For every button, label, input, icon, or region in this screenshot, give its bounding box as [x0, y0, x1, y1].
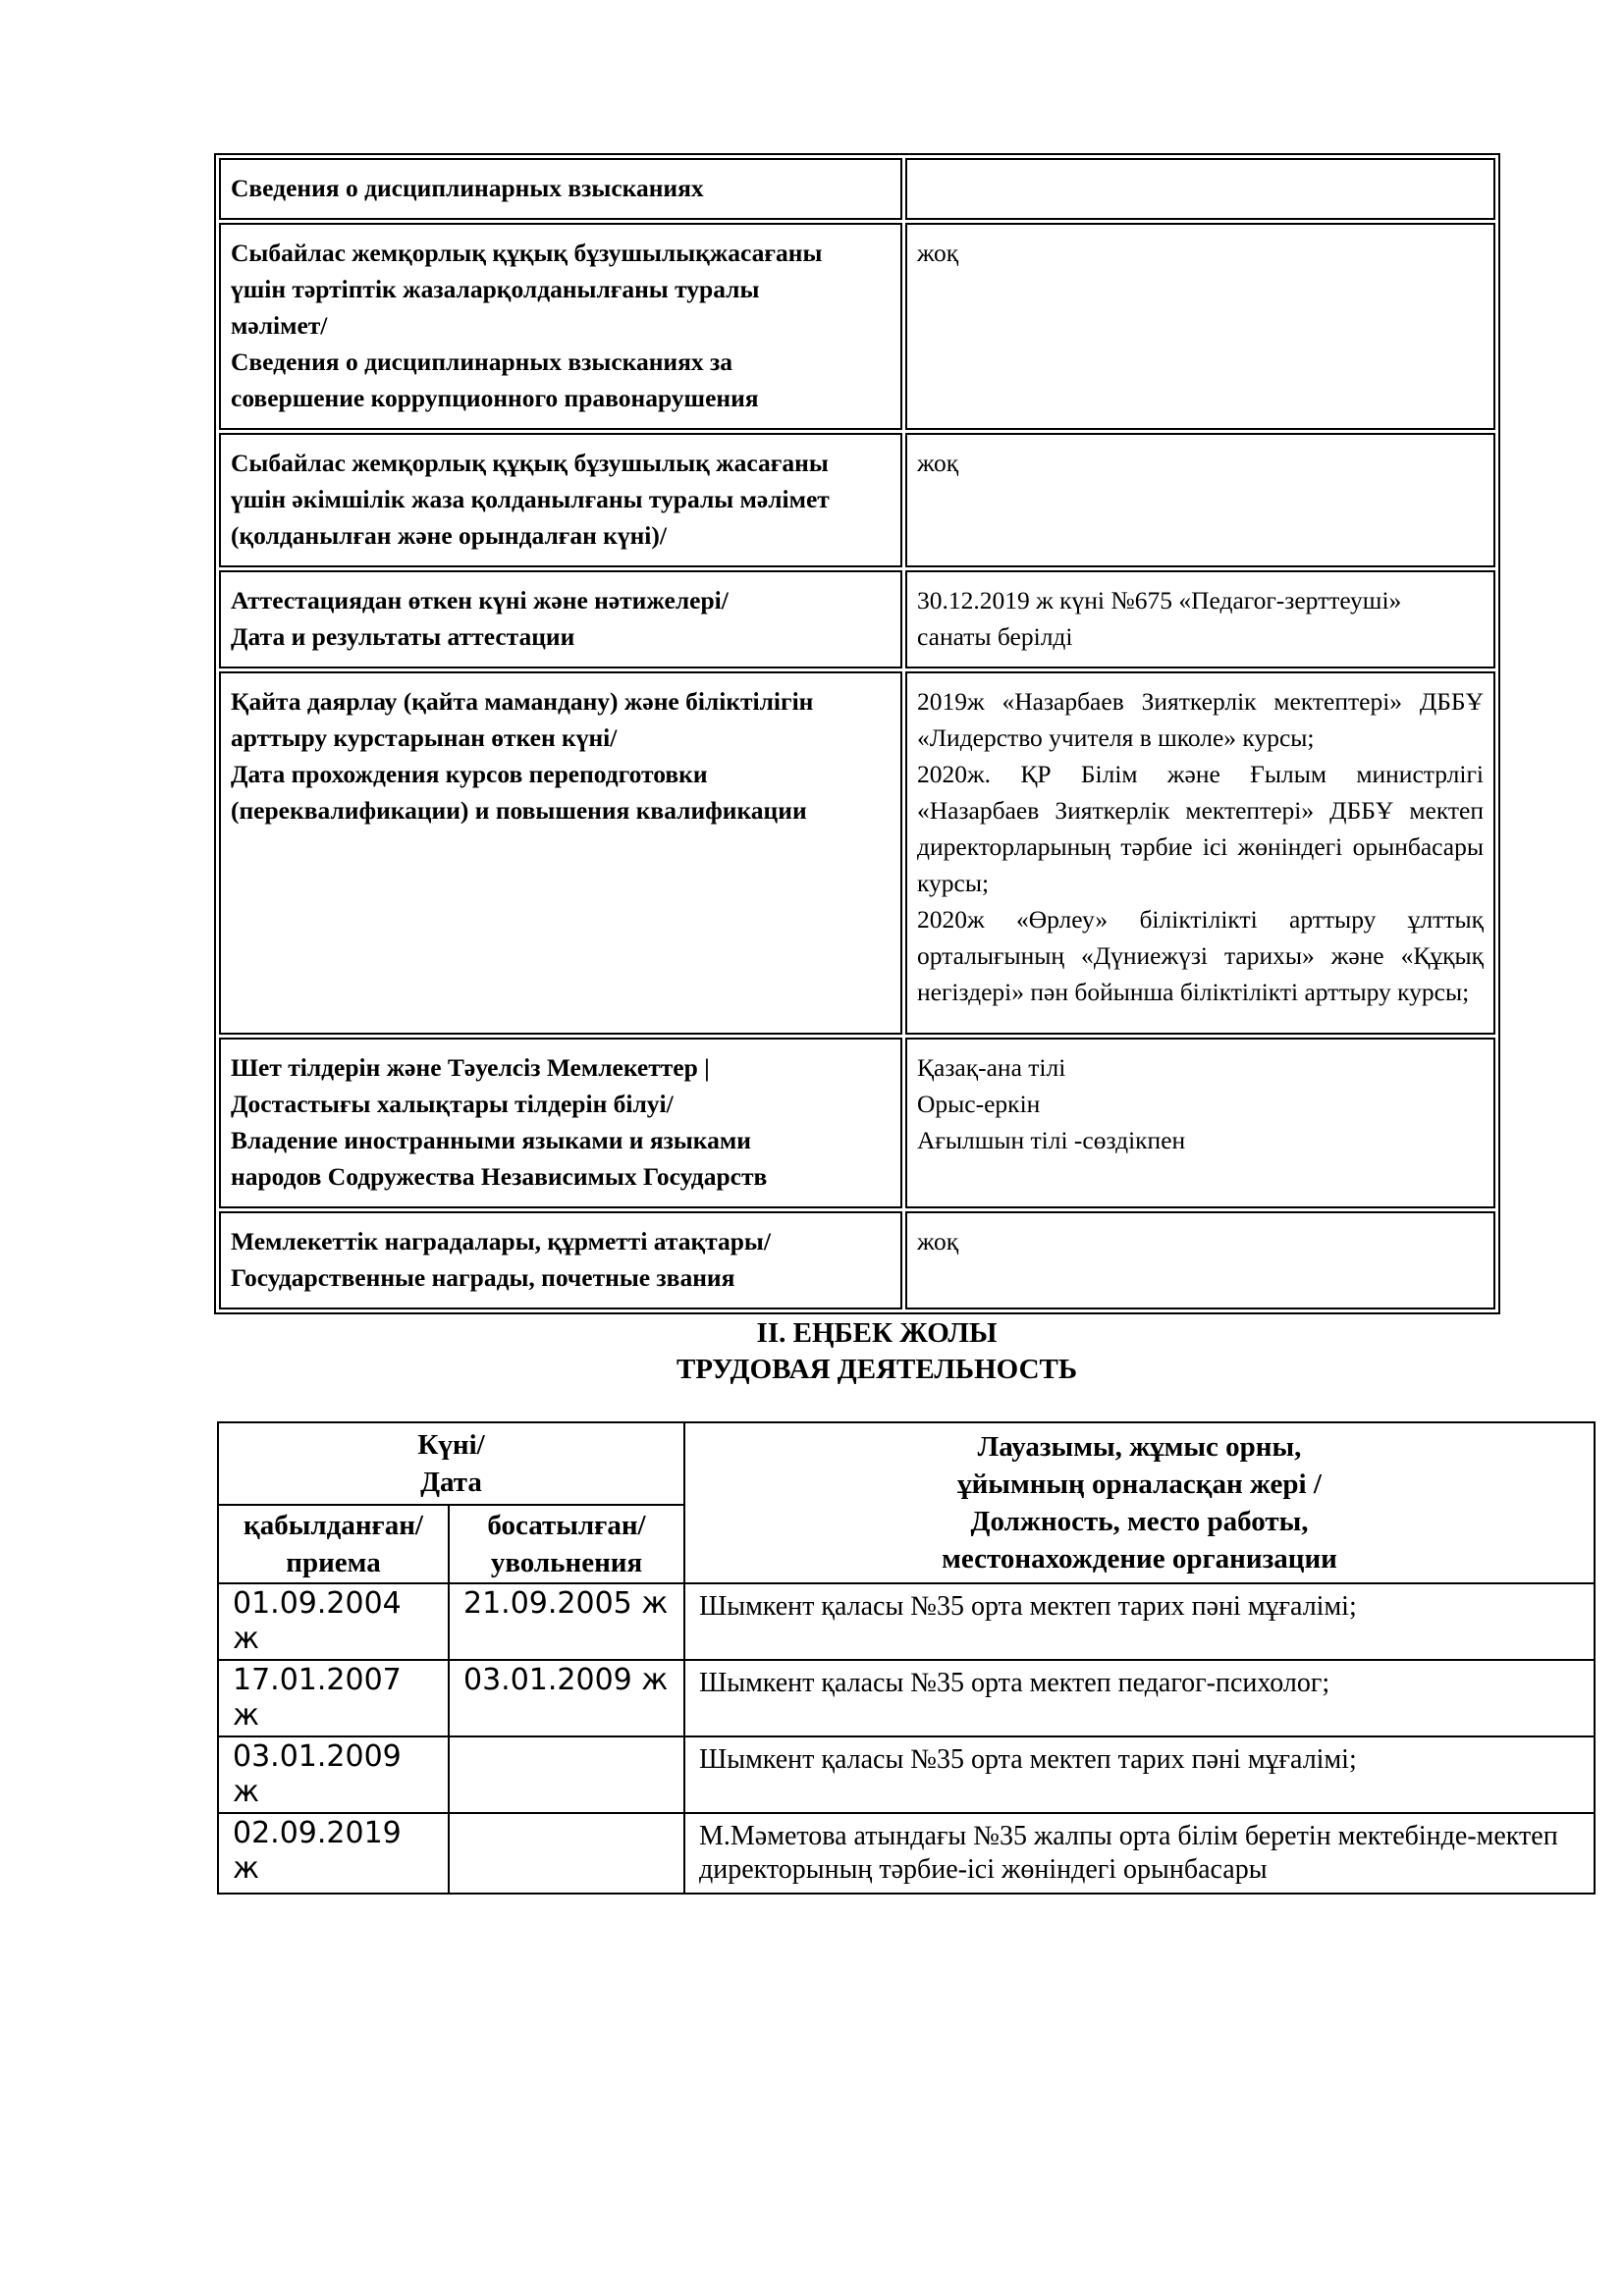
dismiss-date — [449, 1736, 684, 1813]
info-value: 2019ж «Назарбаев Зияткерлік мектептері» ДББҰ «Лидерство учителя в школе» курсы; 2020ж. ҚР Білім және Ғылым министрлігі «Назарбаев Зияткерлік мектептері» ДББҰ мектеп директорларының тәрбие ісі жөніндегі орынбасары курсы; 2020ж «Өрлеу» біліктілікті арттыру ұлттық орталығының «Дүниежүзі тарихы» және «Құқық негіздері» пән бойынша біліктілікті арттыру курсы; — [905, 671, 1495, 1035]
table-row — [218, 1660, 1595, 1736]
info-label: Шет тілдерін және Тәуелсіз Мемлекеттер | Достастығы халықтары тілдерін білуі/ Владение иностранными языками и языками народов Содружества Независимых Государств — [219, 1038, 902, 1208]
position: М.Мәметова атындағы №35 жалпы орта білім беретін мектебінде-мектеп директорының тәрбие-ісі жөніндегі орынбасары — [684, 1813, 1595, 1894]
dismiss-date — [449, 1813, 684, 1894]
table-row — [218, 1583, 1595, 1660]
info-value: жоқ — [905, 433, 1495, 567]
info-label: Аттестациядан өткен күні және нәтижелері/ Дата и результаты аттестации — [219, 570, 902, 668]
dismiss-date-header: босатылған/ увольнения — [449, 1505, 684, 1583]
info-label: Қайта даярлау (қайта мамандану) және біліктілігін арттыру курстарынан өткен күні/ Дата прохождения курсов переподготовки (переквалификации) и повышения квалификации — [219, 671, 902, 1035]
info-value — [905, 158, 1495, 220]
work-history-table — [217, 1421, 1596, 1895]
section-heading — [0, 1315, 1624, 1388]
info-label: Сведения о дисциплинарных взысканиях — [219, 158, 902, 220]
hire-date-header: қабылданған/ приема — [218, 1505, 449, 1583]
info-label: Мемлекеттік наградалары, құрметті атақтары/ Государственные награды, почетные звания — [219, 1211, 902, 1309]
info-value: 30.12.2019 ж күні №675 «Педагог-зерттеуші» санаты берілді — [905, 570, 1495, 668]
info-row-languages — [219, 1038, 1495, 1208]
info-row-attestation — [219, 570, 1495, 668]
info-label: Сыбайлас жемқорлық құқық бұзушылық жасағаны үшін әкімшілік жаза қолданылғаны туралы мәлімет (қолданылған және орындалған күні)/ — [219, 433, 902, 567]
info-label: Сыбайлас жемқорлық құқық бұзушылықжасағаны үшін тәртіптік жазаларқолданылғаны туралы мәлімет/ Сведения о дисциплинарных взысканиях за совершение коррупционного правонарушения — [219, 223, 902, 430]
table-row — [218, 1736, 1595, 1813]
dismiss-date: 03.01.2009 ж — [449, 1660, 684, 1736]
info-value: жоқ — [905, 1211, 1495, 1309]
info-value: Қазақ-ана тілі Орыс-еркін Ағылшын тілі -сөздікпен — [905, 1038, 1495, 1208]
section-title-russian: ТРУДОВАЯ ДЕЯТЕЛЬНОСТЬ — [676, 1354, 1078, 1385]
hire-date: 03.01.2009 ж — [218, 1736, 449, 1813]
info-row-disciplinary — [219, 158, 1495, 220]
section-title-kazakh: II. ЕҢБЕК ЖОЛЫ — [756, 1317, 998, 1349]
info-row-corruption-disciplinary — [219, 223, 1495, 430]
header-row — [218, 1422, 1595, 1505]
info-row-courses — [219, 671, 1495, 1035]
position: Шымкент қаласы №35 орта мектеп тарих пәні мұғалімі; — [684, 1736, 1595, 1813]
info-row-awards — [219, 1211, 1495, 1309]
hire-date: 02.09.2019 ж — [218, 1813, 449, 1894]
info-value: жоқ — [905, 223, 1495, 430]
personal-info-table — [214, 153, 1500, 1314]
position: Шымкент қаласы №35 орта мектеп педагог-психолог; — [684, 1660, 1595, 1736]
info-row-corruption-administrative — [219, 433, 1495, 567]
hire-date: 17.01.2007 ж — [218, 1660, 449, 1736]
hire-date: 01.09.2004 ж — [218, 1583, 449, 1660]
table-row — [218, 1813, 1595, 1894]
position: Шымкент қаласы №35 орта мектеп тарих пәні мұғалімі; — [684, 1583, 1595, 1660]
date-header: Күні/ Дата — [218, 1422, 684, 1505]
dismiss-date: 21.09.2005 ж — [449, 1583, 684, 1660]
position-header: Лауазымы, жұмыс орны, ұйымның орналасқан жері / Должность, место работы, местонахождение организации — [684, 1422, 1595, 1583]
